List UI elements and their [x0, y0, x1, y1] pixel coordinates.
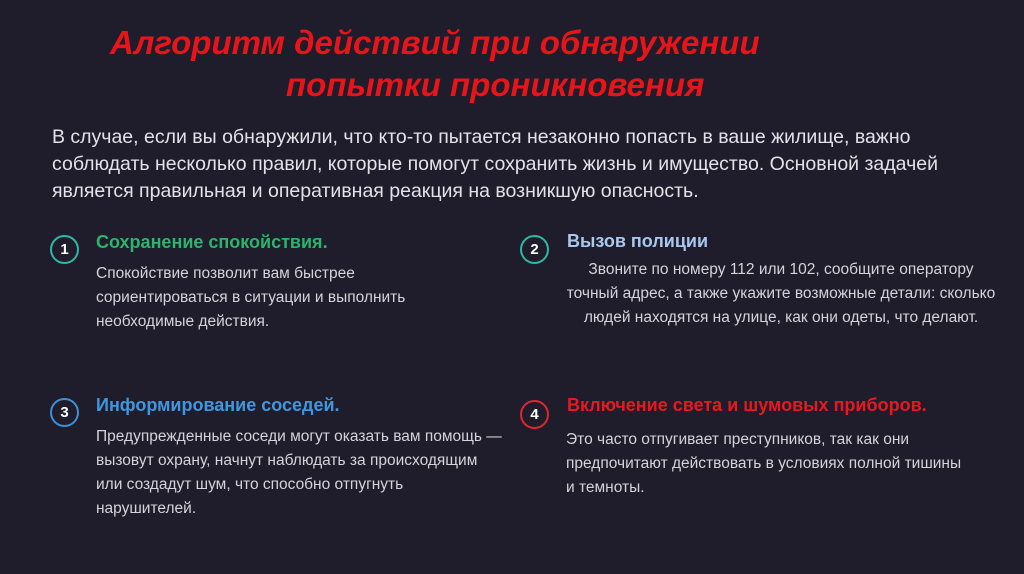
step-heading: Включение света и шумовых приборов.	[567, 395, 927, 415]
step-text: Предупрежденные соседи могут оказать вам помощь — вызовут охрану, начнут наблюдать за происходящим или создадут шум, что способно отпугнуть нарушителей.	[96, 428, 502, 517]
step-number-badge: 1	[50, 235, 79, 264]
step-heading: Вызов полиции	[567, 231, 709, 251]
step-text: Это часто отпугивает преступников, так как они предпочитают действовать в условиях полной тишины и темноты.	[566, 431, 962, 496]
step-text: Звоните по номеру 112 или 102, сообщите оператору точный адрес, а также укажите возможные детали: сколько людей находятся на улице, как они одеты, что делают.	[566, 261, 996, 326]
step-heading: Информирование соседей.	[96, 395, 340, 415]
step-number-badge: 3	[50, 398, 79, 427]
title-line-1: Алгоритм действий при обнаружении	[110, 24, 760, 61]
step-number-badge: 2	[520, 235, 549, 264]
step-heading: Сохранение спокойствия.	[96, 232, 328, 252]
title-line-2: попытки проникновения	[286, 66, 705, 103]
intro-paragraph: В случае, если вы обнаружили, что кто-то пытается незаконно попасть в ваше жилище, важно соблюдать несколько правил, которые помогут сохранить жизнь и имущество. Основной задачей является правильная и оперативная реакция на возникшую опасность.	[52, 126, 938, 202]
step-number-badge: 4	[520, 400, 549, 429]
step-text: Спокойствие позволит вам быстрее сориентироваться в ситуации и выполнить необходимые действия.	[96, 265, 406, 330]
slide-title	[110, 22, 870, 106]
